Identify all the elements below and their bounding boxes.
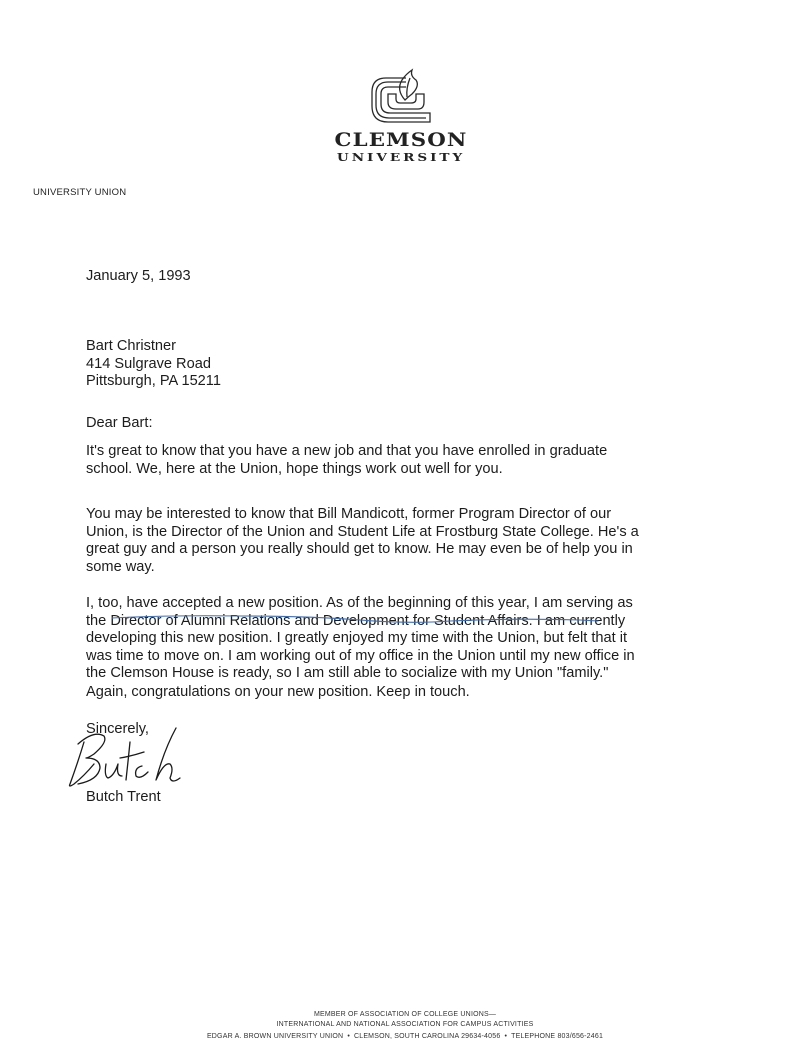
paragraph-2 xyxy=(86,506,639,576)
paragraph-line: was time to move on. I am working out of my office in the Union until my new office in xyxy=(86,647,635,664)
paragraph-line: Again, congratulations on your new position. Keep in touch. xyxy=(86,684,470,700)
paragraph-line: I, too, have accepted a new position. As of the beginning of this year, I am serving as xyxy=(86,595,633,611)
paragraph-line: great guy and a person you really should get to know. He may even be of help you in xyxy=(86,541,633,558)
bullet-separator: • xyxy=(504,1033,508,1040)
paragraph-line: the Director of Alumni Relations and Development for Student Affairs. I am currently xyxy=(86,612,626,629)
paragraph-line: You may be interested to know that Bill Mandicott, former Program Director of our xyxy=(86,506,612,522)
signer-name: Butch Trent xyxy=(86,789,161,805)
paragraph-line: Union, is the Director of the Union and Student Life at Frostburg State College. He's a xyxy=(86,523,639,540)
institution-name: CLEMSON xyxy=(334,129,468,151)
handwritten-signature xyxy=(64,722,189,794)
footer-address: CLEMSON, SOUTH CAROLINA 29634-4056 xyxy=(353,1033,501,1040)
paragraph-3 xyxy=(86,595,635,683)
department-label: UNIVERSITY UNION xyxy=(33,187,127,198)
institution-subtitle: UNIVERSITY xyxy=(336,150,466,164)
paragraph-line: developing this new position. I greatly enjoyed my time with the Union, but felt that it xyxy=(86,630,628,647)
letter-date: January 5, 1993 xyxy=(86,268,191,284)
recipient-street: 414 Sulgrave Road xyxy=(86,355,211,372)
letterhead-footer xyxy=(0,1010,810,1042)
footer-union-name: EDGAR A. BROWN UNIVERSITY UNION xyxy=(206,1033,344,1040)
paragraph-line: school. We, here at the Union, hope things work out well for you. xyxy=(86,460,503,477)
paragraph-line: It's great to know that you have a new job and that you have enrolled in graduate xyxy=(86,443,608,459)
recipient-address xyxy=(86,338,221,391)
paragraph-1 xyxy=(86,443,607,478)
footer-association-line: INTERNATIONAL AND NATIONAL ASSOCIATION FOR CAMPUS ACTIVITIES xyxy=(276,1020,534,1028)
clemson-logo-icon xyxy=(366,66,436,128)
paragraph-line: the Clemson House is ready, so I am still able to socialize with my Union "family." xyxy=(86,665,609,682)
salutation: Dear Bart: xyxy=(86,415,153,431)
recipient-name: Bart Christner xyxy=(86,338,177,354)
footer-membership-line: MEMBER OF ASSOCIATION OF COLLEGE UNIONS— xyxy=(313,1011,497,1018)
paragraph-4 xyxy=(86,684,470,702)
recipient-city-state-zip: Pittsburgh, PA 15211 xyxy=(86,373,221,390)
closing: Sincerely, xyxy=(86,721,149,737)
bullet-separator: • xyxy=(347,1033,350,1040)
institution-wordmark xyxy=(322,131,480,164)
footer-contact-line xyxy=(0,1032,810,1042)
paragraph-line: some way. xyxy=(86,558,155,575)
footer-telephone: TELEPHONE 803/656-2461 xyxy=(511,1033,604,1040)
